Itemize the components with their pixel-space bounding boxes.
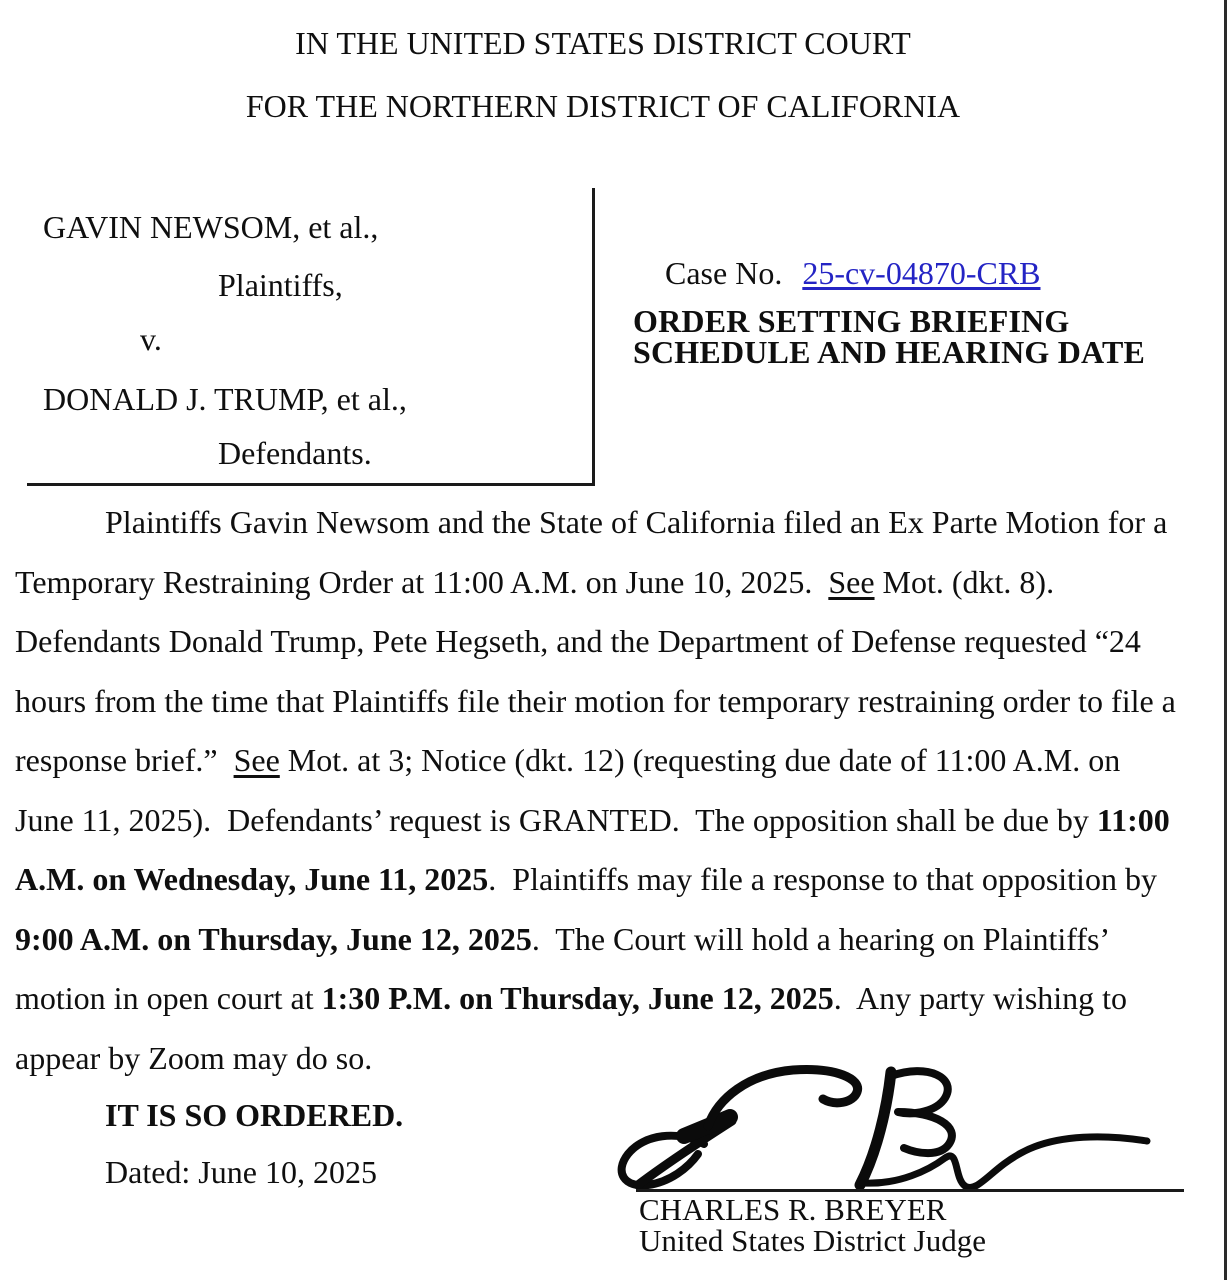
body-line	[15, 553, 1215, 613]
body-text-segment: response brief.”	[15, 742, 234, 778]
body-line	[15, 910, 1215, 970]
judge-title: United States District Judge	[639, 1223, 986, 1258]
order-title	[633, 303, 1203, 370]
judge-name: CHARLES R. BREYER	[639, 1192, 947, 1227]
body-line	[15, 850, 1215, 910]
body-line	[15, 791, 1215, 851]
body-text-segment: motion in open court at	[15, 980, 322, 1016]
order-title-line2: SCHEDULE AND HEARING DATE	[633, 334, 1146, 370]
body-text-segment: . Plaintiffs may file a response to that opposition by	[488, 861, 1157, 897]
plaintiff-name: GAVIN NEWSOM, et al.,	[43, 209, 379, 245]
body-text-segment: Temporary Restraining Order at 11:00 A.M. on June 10, 2025.	[15, 563, 829, 600]
body-text-segment: Mot. at 3; Notice (dkt. 12) (requesting due date of 11:00 A.M. on	[279, 742, 1121, 778]
versus-label: v.	[140, 321, 162, 357]
case-number-link[interactable]: 25-cv-04870-CRB	[802, 255, 1041, 291]
body-line	[15, 612, 1215, 672]
judge-signature	[608, 1062, 1170, 1200]
body-text-segment: appear by Zoom may do so.	[15, 1039, 373, 1076]
order-body	[15, 493, 1215, 1088]
body-text-segment: A.M. on Wednesday, June 11, 2025	[15, 861, 489, 897]
dated-text: Dated: June 10, 2025	[105, 1154, 377, 1190]
plaintiff-role: Plaintiffs,	[218, 267, 343, 303]
case-number-label: Case No.	[665, 255, 783, 291]
body-text-segment: 9:00 A.M. on Thursday, June 12, 2025	[15, 920, 532, 957]
body-line	[15, 731, 1215, 791]
body-text-segment: hours from the time that Plaintiffs file their motion for temporary restraining order to file a	[15, 682, 1176, 719]
court-name-line2: FOR THE NORTHERN DISTRICT OF CALIFORNIA	[245, 88, 961, 124]
citation-see-underlined: See	[233, 742, 280, 778]
defendant-role: Defendants.	[218, 435, 372, 471]
caption-bottom-rule	[27, 483, 595, 486]
caption-vertical-rule	[592, 188, 595, 486]
citation-see-underlined: See	[828, 563, 875, 600]
body-text-segment: Plaintiffs Gavin Newsom and the State of California filed an Ex Parte Motion for a	[105, 504, 1168, 540]
body-text-segment: . Any party wishing to	[833, 980, 1128, 1016]
body-line	[15, 672, 1215, 732]
body-text-segment: Defendants Donald Trump, Pete Hegseth, and the Department of Defense requested “24	[15, 623, 1141, 659]
body-text-segment: . The Court will hold a hearing on Plaintiffs’	[531, 920, 1111, 957]
body-text-segment: 11:00	[1096, 801, 1170, 838]
order-title-line1: ORDER SETTING BRIEFING	[633, 303, 1070, 339]
body-line	[15, 493, 1215, 553]
so-ordered-text: IT IS SO ORDERED.	[105, 1097, 404, 1133]
body-line	[15, 969, 1215, 1029]
body-text-segment: Mot. (dkt. 8).	[874, 563, 1055, 600]
defendant-name: DONALD J. TRUMP, et al.,	[43, 381, 407, 417]
body-text-segment: 1:30 P.M. on Thursday, June 12, 2025	[321, 980, 834, 1016]
court-name-line1: IN THE UNITED STATES DISTRICT COURT	[295, 25, 911, 61]
body-text-segment: June 11, 2025). Defendants’ request is GRANTED. The opposition shall be due by	[15, 801, 1097, 838]
